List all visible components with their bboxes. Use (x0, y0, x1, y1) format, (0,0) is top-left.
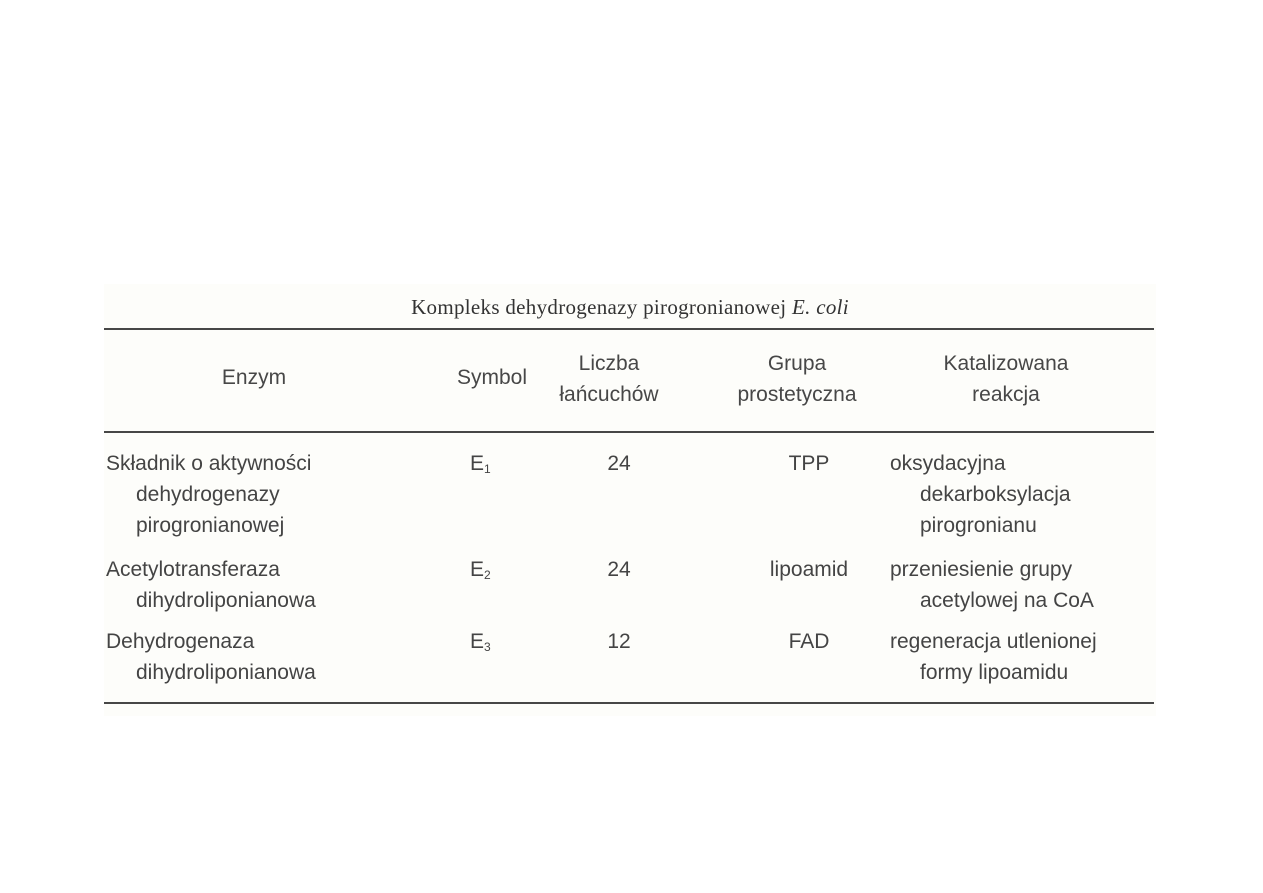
row-2-symbol-base: E (470, 558, 485, 581)
header-symbol (442, 362, 542, 393)
row-1-symbol-sub: 1 (484, 462, 491, 476)
row-1-reaction-line2: dekarboksylacja (920, 483, 1071, 506)
caption-organism: E. coli (791, 295, 849, 319)
row-2-enzyme-line2: dihydroliponianowa (136, 589, 316, 612)
table-row-2-chains (589, 554, 649, 585)
header-reaction (916, 348, 1096, 410)
row-2-reaction-line2: acetylowej na CoA (920, 589, 1094, 612)
table-row-3-chains (589, 626, 649, 657)
row-1-reaction-line1: oksydacyjna (890, 452, 1006, 475)
table-row-1-group (744, 448, 874, 479)
enzyme-table (104, 284, 1156, 716)
row-1-reaction-line3: pirogronianu (920, 514, 1037, 537)
table-row-1-enzyme (106, 448, 426, 541)
row-2-enzyme-line1: Acetylotransferaza (106, 558, 280, 581)
table-row-1-chains (589, 448, 649, 479)
caption-text: Kompleks dehydrogenazy pirogronianowej (411, 295, 787, 319)
table-row-2-group (744, 554, 874, 585)
header-rule (104, 431, 1154, 433)
top-rule (104, 328, 1154, 330)
table-row-3-symbol (470, 626, 510, 663)
row-3-symbol-base: E (470, 630, 485, 653)
table-row-1-symbol (470, 448, 510, 485)
header-reaction-line2: reakcja (972, 383, 1040, 406)
row-3-chains-value: 12 (607, 630, 631, 653)
row-3-enzyme-line1: Dehydrogenaza (106, 630, 255, 653)
bottom-rule (104, 702, 1154, 704)
header-reaction-line1: Katalizowana (943, 352, 1069, 375)
row-1-group-value: TPP (788, 452, 830, 475)
table-row-2-symbol (470, 554, 510, 591)
table-row-3-group (744, 626, 874, 657)
row-1-enzyme-line1: Składnik o aktywności (106, 452, 312, 475)
row-2-symbol-sub: 2 (484, 568, 491, 582)
row-3-group-value: FAD (788, 630, 830, 653)
row-1-symbol-base: E (470, 452, 485, 475)
table-caption (104, 295, 1156, 320)
header-chains (544, 348, 674, 410)
header-symbol-label: Symbol (456, 366, 528, 389)
table-row-2-reaction (890, 554, 1152, 616)
header-chains-line1: Liczba (578, 352, 640, 375)
header-enzyme (174, 362, 334, 393)
table-row-2-enzyme (106, 554, 426, 616)
table-row-1-reaction (890, 448, 1152, 541)
row-1-enzyme-line2: dehydrogenazy (136, 483, 280, 506)
row-3-enzyme-line2: dihydroliponianowa (136, 661, 316, 684)
header-enzyme-label: Enzym (221, 366, 287, 389)
table-row-3-reaction (890, 626, 1152, 688)
row-2-reaction-line1: przeniesienie grupy (890, 558, 1073, 581)
header-chains-line2: łańcuchów (559, 383, 659, 406)
header-prosthetic-group (712, 348, 882, 410)
row-1-enzyme-line3: pirogronianowej (136, 514, 285, 537)
row-3-reaction-line2: formy lipoamidu (920, 661, 1069, 684)
row-2-chains-value: 24 (607, 558, 631, 581)
header-group-line2: prostetyczna (737, 383, 857, 406)
row-3-reaction-line1: regeneracja utlenionej (890, 630, 1097, 653)
table-row-3-enzyme (106, 626, 426, 688)
row-3-symbol-sub: 3 (484, 640, 491, 654)
row-1-chains-value: 24 (607, 452, 631, 475)
row-2-group-value: lipoamid (769, 558, 849, 581)
header-group-line1: Grupa (767, 352, 827, 375)
